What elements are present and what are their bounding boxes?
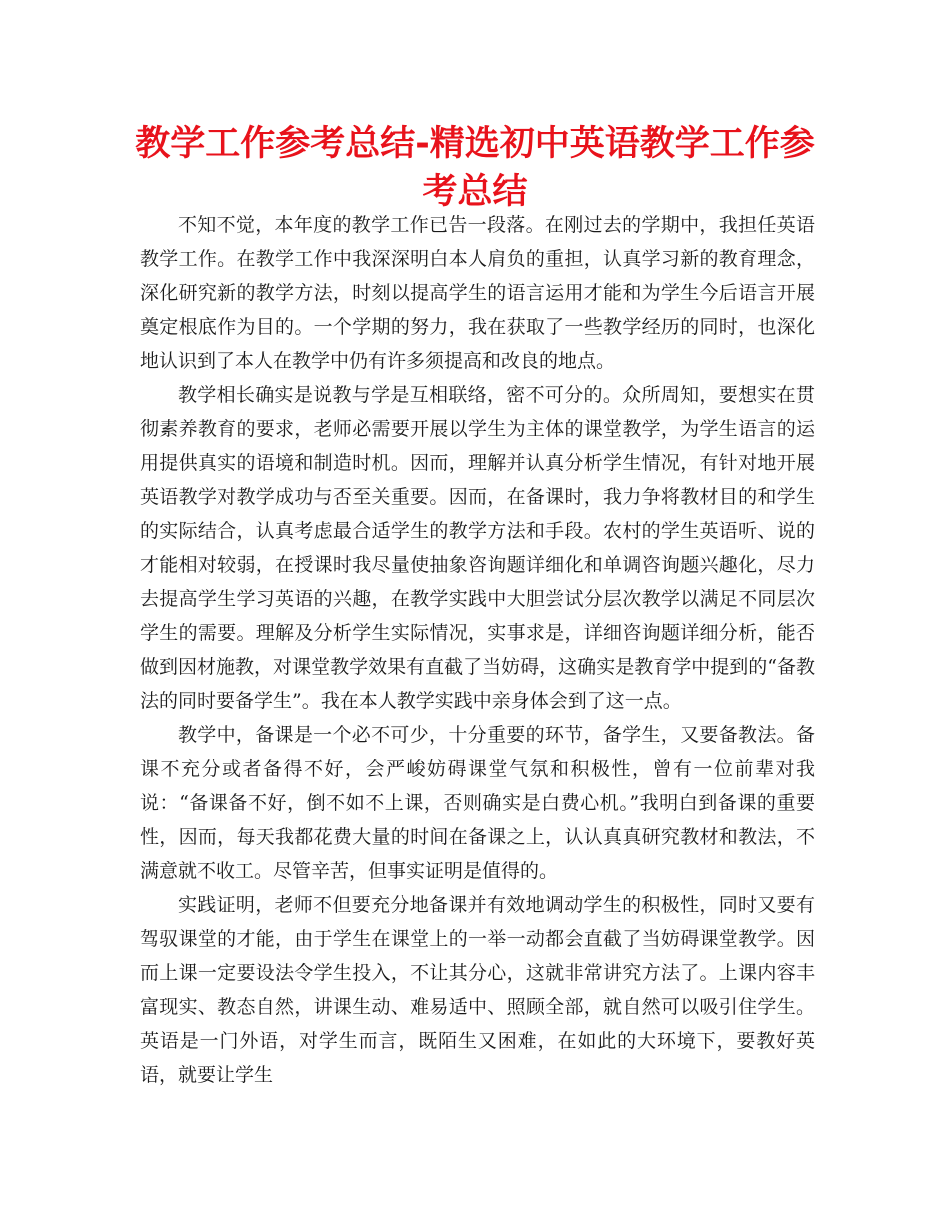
document-title: 教学工作参考总结-精选初中英语教学工作参考总结 bbox=[135, 124, 815, 212]
paragraph-3: 教学中，备课是一个必不可少，十分重要的环节，备学生，又要备教法。备课不充分或者备得不好，会严峻妨碍课堂气氛和积极性，曾有一位前辈对我说：“备课备不好，倒不如不上课，否则确实是白费心机。”我明白到备课的重要性，因而，每天我都花费大量的时间在备课之上，认认真真研究教材和教法，不满意就不收工。尽管辛苦，但事实证明是值得的。 bbox=[140, 724, 815, 882]
paragraph-4: 实践证明，老师不但要充分地备课并有效地调动学生的积极性，同时又要有驾驭课堂的才能，由于学生在课堂上的一举一动都会直截了当妨碍课堂教学。因而上课一定要设法令学生投入，不让其分心，这就非常讲究方法了。上课内容丰富现实、教态自然，讲课生动、难易适中、照顾全部，就自然可以吸引住学生。英语是一门外语，对学生而言，既陌生又困难，在如此的大环境下，要教好英语，就要让学生 bbox=[140, 894, 815, 1086]
document-body bbox=[140, 208, 815, 1092]
paragraph-1: 不知不觉，本年度的教学工作已告一段落。在刚过去的学期中，我担任英语教学工作。在教学工作中我深深明白本人肩负的重担，认真学习新的教育理念，深化研究新的教学方法，时刻以提高学生的语言运用才能和为学生今后语言开展奠定根底作为目的。一个学期的努力，我在获取了一些教学经历的同时，也深化地认识到了本人在教学中仍有许多须提高和改良的地点。 bbox=[140, 214, 815, 372]
paragraph-2: 教学相长确实是说教与学是互相联络，密不可分的。众所周知，要想实在贯彻素养教育的要求，老师必需要开展以学生为主体的课堂教学，为学生语言的运用提供真实的语境和制造时机。因而，理解并认真分析学生情况，有针对地开展英语教学对教学成功与否至关重要。因而，在备课时，我力争将教材目的和学生的实际结合，认真考虑最合适学生的教学方法和手段。农村的学生英语听、说的才能相对较弱，在授课时我尽量使抽象咨询题详细化和单调咨询题兴趣化，尽力去提高学生学习英语的兴趣，在教学实践中大胆尝试分层次教学以满足不同层次学生的需要。理解及分析学生实际情况，实事求是，详细咨询题详细分析，能否做到因材施教，对课堂教学效果有直截了当妨碍，这确实是教育学中提到的“备教法的同时要备学生”。我在本人教学实践中亲身体会到了这一点。 bbox=[140, 384, 815, 712]
